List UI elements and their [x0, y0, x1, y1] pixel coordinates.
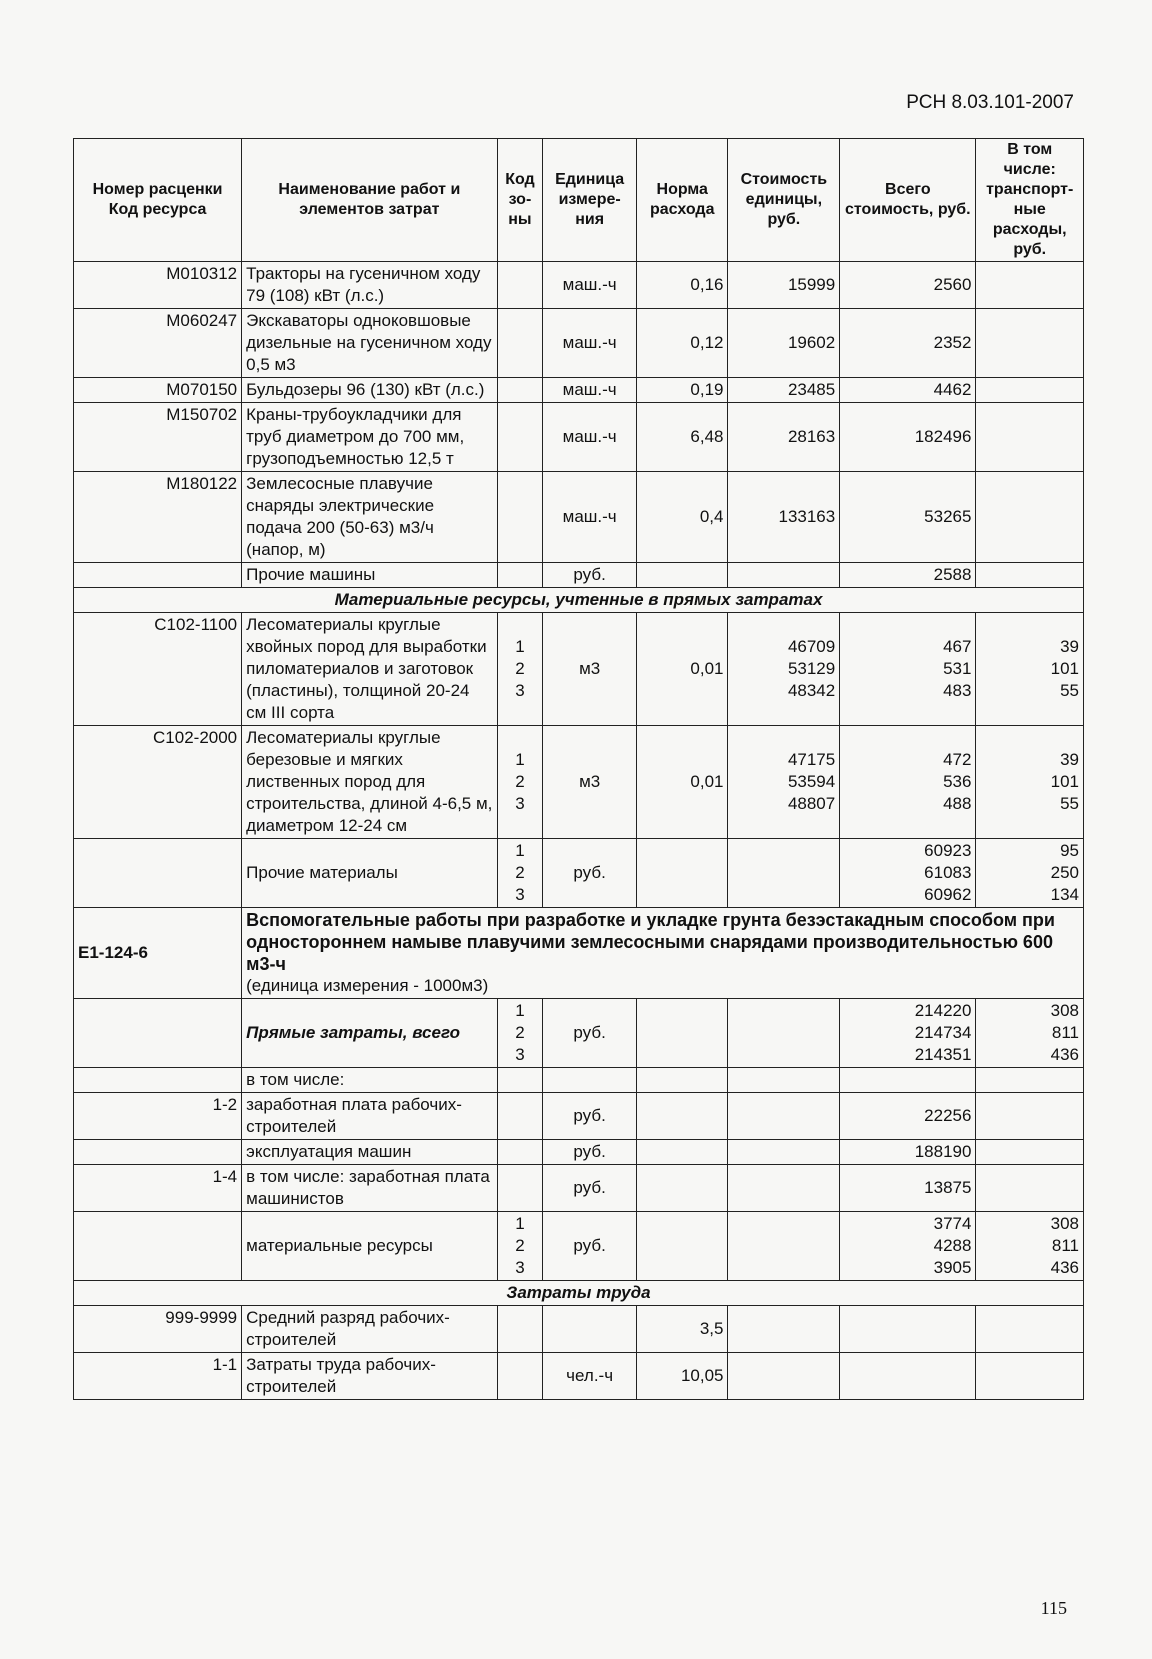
total-cell: 2352: [840, 309, 976, 378]
header-code: Номер расценки Код ресурса: [74, 139, 242, 262]
unit-cost-cell: [728, 1093, 840, 1140]
total-cell: 3774 4288 3905: [840, 1212, 976, 1281]
norm-cell: [636, 1140, 728, 1165]
unit-cost-cell: 15999: [728, 262, 840, 309]
header-zone: Код зо-ны: [497, 139, 543, 262]
unit-cell: руб.: [543, 1212, 637, 1281]
resource-code: М180122: [74, 472, 242, 563]
table-row: [74, 472, 1084, 563]
table-row: [74, 309, 1084, 378]
rate-heading: [242, 908, 1084, 999]
transport-cell: 308 811 436: [976, 999, 1084, 1068]
transport-cell: [976, 378, 1084, 403]
norm-cell: [636, 1068, 728, 1093]
zone-code: [497, 1306, 543, 1353]
resource-name: Бульдозеры 96 (130) кВт (л.с.): [242, 378, 497, 403]
resource-name: заработная плата рабочих-строителей: [242, 1093, 497, 1140]
header-name: Наименование работ и элементов затрат: [242, 139, 497, 262]
resource-code: [74, 1140, 242, 1165]
resource-code: [74, 1068, 242, 1093]
header-transport: В том числе: транспорт-ные расходы, руб.: [976, 139, 1084, 262]
resource-name: Лесоматериалы круглые хвойных пород для выработки пиломатериалов и заготовок (пластины), толщиной 20-24 см III сорта: [242, 613, 497, 726]
resource-name: материальные ресурсы: [242, 1212, 497, 1281]
zone-code: [497, 1140, 543, 1165]
norm-cell: [636, 1093, 728, 1140]
transport-cell: 39 101 55: [976, 726, 1084, 839]
norm-cell: [636, 1212, 728, 1281]
header-unit-cost: Стоимость единицы, руб.: [728, 139, 840, 262]
norm-cell: 0,01: [636, 613, 728, 726]
norm-cell: 0,16: [636, 262, 728, 309]
total-cell: 13875: [840, 1165, 976, 1212]
rates-table: [73, 138, 1084, 1400]
table-row: [74, 1281, 1084, 1306]
table-row: [74, 563, 1084, 588]
unit-cell: [543, 1068, 637, 1093]
norm-cell: 3,5: [636, 1306, 728, 1353]
header-norm: Норма расхода: [636, 139, 728, 262]
unit-cost-cell: [728, 1306, 840, 1353]
transport-cell: 308 811 436: [976, 1212, 1084, 1281]
table-row: [74, 1306, 1084, 1353]
resource-name: Лесоматериалы круглые березовые и мягких лиственных пород для строительства, длиной 4-6,5 м, диаметром 12-24 см: [242, 726, 497, 839]
section-heading: Затраты труда: [74, 1281, 1084, 1306]
transport-cell: [976, 1068, 1084, 1093]
total-cell: 467 531 483: [840, 613, 976, 726]
table-header-row: [74, 139, 1084, 262]
total-cell: 2560: [840, 262, 976, 309]
transport-cell: [976, 403, 1084, 472]
table-row: [74, 613, 1084, 726]
resource-code: М010312: [74, 262, 242, 309]
resource-code: М060247: [74, 309, 242, 378]
resource-name: эксплуатация машин: [242, 1140, 497, 1165]
unit-cost-cell: 28163: [728, 403, 840, 472]
resource-code: М150702: [74, 403, 242, 472]
rate-code: Е1-124-6: [74, 908, 242, 999]
unit-cell: [543, 1306, 637, 1353]
table-row: [74, 908, 1084, 999]
norm-cell: 0,01: [636, 726, 728, 839]
resource-name: Тракторы на гусеничном ходу 79 (108) кВт (л.с.): [242, 262, 497, 309]
resource-code: [74, 1212, 242, 1281]
resource-code: [74, 999, 242, 1068]
resource-code: 999-9999: [74, 1306, 242, 1353]
resource-name: Землесосные плавучие снаряды электрические подача 200 (50-63) м3/ч (напор, м): [242, 472, 497, 563]
resource-name: Краны-трубоукладчики для труб диаметром до 700 мм, грузоподъемностью 12,5 т: [242, 403, 497, 472]
unit-cost-cell: [728, 999, 840, 1068]
resource-name: Затраты труда рабочих-строителей: [242, 1353, 497, 1400]
unit-cost-cell: 47175 53594 48807: [728, 726, 840, 839]
unit-cost-cell: [728, 563, 840, 588]
norm-cell: [636, 999, 728, 1068]
table-row: [74, 378, 1084, 403]
transport-cell: [976, 1140, 1084, 1165]
resource-code: М070150: [74, 378, 242, 403]
zone-code: [497, 262, 543, 309]
total-cell: 214220 214734 214351: [840, 999, 976, 1068]
transport-cell: 95 250 134: [976, 839, 1084, 908]
page-number: 115: [1040, 1598, 1067, 1618]
table-row: [74, 839, 1084, 908]
norm-cell: 6,48: [636, 403, 728, 472]
unit-cell: м3: [543, 726, 637, 839]
total-cell: [840, 1068, 976, 1093]
unit-cell: руб.: [543, 1140, 637, 1165]
unit-cell: руб.: [543, 563, 637, 588]
transport-cell: [976, 1165, 1084, 1212]
total-cell: 188190: [840, 1140, 976, 1165]
total-cell: [840, 1353, 976, 1400]
unit-cell: маш.-ч: [543, 472, 637, 563]
zone-code: [497, 1353, 543, 1400]
table-row: [74, 588, 1084, 613]
resource-code: 1-2: [74, 1093, 242, 1140]
resource-name: Прочие машины: [242, 563, 497, 588]
rate-unit-note: (единица измерения - 1000м3): [246, 976, 489, 995]
table-row: [74, 262, 1084, 309]
resource-code: 1-4: [74, 1165, 242, 1212]
total-cell: 4462: [840, 378, 976, 403]
total-cell: 182496: [840, 403, 976, 472]
unit-cost-cell: [728, 1140, 840, 1165]
transport-cell: [976, 563, 1084, 588]
norm-cell: 10,05: [636, 1353, 728, 1400]
total-cell: [840, 1306, 976, 1353]
unit-cell: маш.-ч: [543, 403, 637, 472]
unit-cell: м3: [543, 613, 637, 726]
table-row: [74, 1068, 1084, 1093]
table-row: [74, 1353, 1084, 1400]
total-cell: 22256: [840, 1093, 976, 1140]
resource-name: Средний разряд рабочих-строителей: [242, 1306, 497, 1353]
table-row: [74, 726, 1084, 839]
zone-code: [497, 1093, 543, 1140]
unit-cost-cell: [728, 1353, 840, 1400]
resource-name: Экскаваторы одноковшовые дизельные на гусеничном ходу 0,5 м3: [242, 309, 497, 378]
total-cell: 2588: [840, 563, 976, 588]
transport-cell: [976, 1353, 1084, 1400]
table-row: [74, 1165, 1084, 1212]
resource-code: [74, 839, 242, 908]
header-total: Всего стоимость, руб.: [840, 139, 976, 262]
resource-code: 1-1: [74, 1353, 242, 1400]
section-heading: Материальные ресурсы, учтенные в прямых затратах: [74, 588, 1084, 613]
norm-cell: [636, 839, 728, 908]
zone-code: 1 2 3: [497, 726, 543, 839]
unit-cell: руб.: [543, 839, 637, 908]
table-row: [74, 999, 1084, 1068]
unit-cost-cell: [728, 1212, 840, 1281]
norm-cell: 0,4: [636, 472, 728, 563]
norm-cell: 0,19: [636, 378, 728, 403]
norm-cell: 0,12: [636, 309, 728, 378]
rate-title: Вспомогательные работы при разработке и укладке грунта безэстакадным способом при одностороннем намыве плавучими землесосными снарядами производительностью 600 м3-ч: [246, 910, 1055, 974]
zone-code: [497, 1068, 543, 1093]
unit-cost-cell: 46709 53129 48342: [728, 613, 840, 726]
resource-name: Прочие материалы: [242, 839, 497, 908]
unit-cell: маш.-ч: [543, 378, 637, 403]
unit-cell: маш.-ч: [543, 309, 637, 378]
unit-cost-cell: [728, 1165, 840, 1212]
unit-cell: руб.: [543, 1093, 637, 1140]
zone-code: 1 2 3: [497, 839, 543, 908]
zone-code: [497, 378, 543, 403]
unit-cost-cell: 19602: [728, 309, 840, 378]
header-unit: Единица измере-ния: [543, 139, 637, 262]
zone-code: [497, 1165, 543, 1212]
transport-cell: [976, 1093, 1084, 1140]
total-cell: 472 536 488: [840, 726, 976, 839]
unit-cost-cell: 23485: [728, 378, 840, 403]
zone-code: [497, 309, 543, 378]
table-row: [74, 1140, 1084, 1165]
unit-cell: руб.: [543, 1165, 637, 1212]
table-row: [74, 1093, 1084, 1140]
transport-cell: [976, 1306, 1084, 1353]
zone-code: [497, 472, 543, 563]
resource-code: С102-1100: [74, 613, 242, 726]
transport-cell: [976, 472, 1084, 563]
unit-cost-cell: 133163: [728, 472, 840, 563]
resource-name: в том числе: заработная плата машинистов: [242, 1165, 497, 1212]
unit-cost-cell: [728, 839, 840, 908]
zone-code: 1 2 3: [497, 999, 543, 1068]
transport-cell: [976, 309, 1084, 378]
total-cell: 60923 61083 60962: [840, 839, 976, 908]
norm-cell: [636, 1165, 728, 1212]
unit-cell: чел.-ч: [543, 1353, 637, 1400]
table-row: [74, 1212, 1084, 1281]
total-cell: 53265: [840, 472, 976, 563]
zone-code: [497, 403, 543, 472]
resource-name: Прямые затраты, всего: [242, 999, 497, 1068]
zone-code: [497, 563, 543, 588]
zone-code: 1 2 3: [497, 613, 543, 726]
resource-code: С102-2000: [74, 726, 242, 839]
transport-cell: [976, 262, 1084, 309]
unit-cost-cell: [728, 1068, 840, 1093]
table-row: [74, 403, 1084, 472]
resource-name: в том числе:: [242, 1068, 497, 1093]
document-code: РСН 8.03.101-2007: [906, 92, 1074, 113]
transport-cell: 39 101 55: [976, 613, 1084, 726]
norm-cell: [636, 563, 728, 588]
zone-code: 1 2 3: [497, 1212, 543, 1281]
unit-cell: маш.-ч: [543, 262, 637, 309]
unit-cell: руб.: [543, 999, 637, 1068]
resource-code: [74, 563, 242, 588]
